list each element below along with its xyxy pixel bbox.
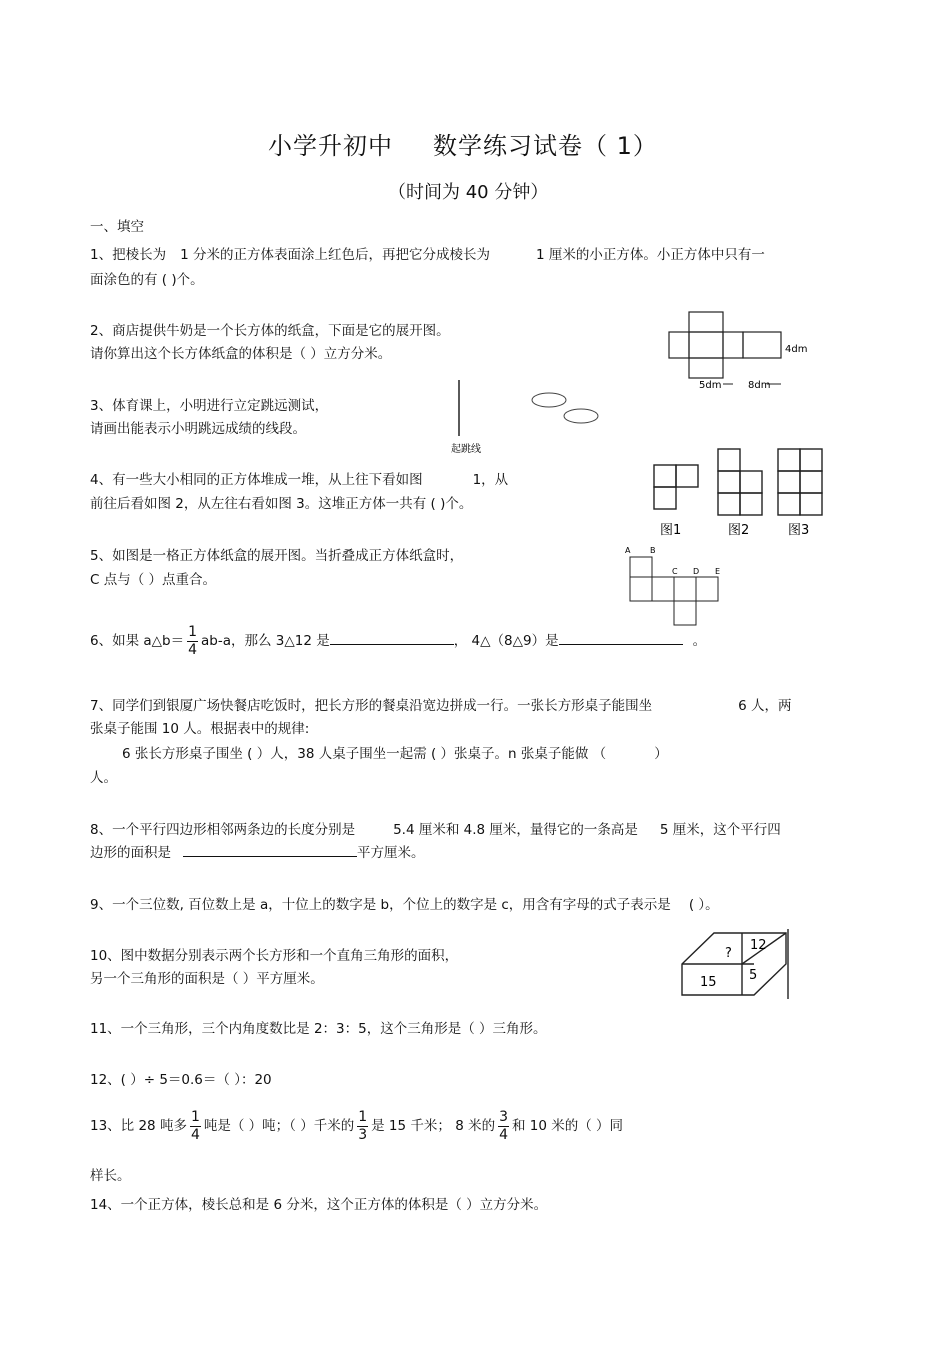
q13-f3-den: 4 — [499, 1126, 508, 1143]
net-point-c: C — [672, 567, 678, 576]
q7-line2: 张桌子能围 10 人。根据表中的规律: — [90, 721, 310, 737]
q6-text-c: ， 4△（8△9）是 — [453, 633, 559, 649]
q6-frac-num: 1 — [188, 623, 198, 640]
area-value-small: 5 — [749, 968, 758, 983]
q6-text-a: 6、如果 a△b＝ — [90, 633, 185, 649]
q13-f3-num: 3 — [499, 1108, 508, 1125]
area-value-top: 12 — [750, 938, 767, 953]
q1-line2: 面涂色的有 ( )个。 — [90, 272, 204, 288]
q1-text-c: 1 厘米的小正方体。小正方体中只有一 — [535, 247, 765, 263]
q2-line2: 请你算出这个长方体纸盒的体积是（ ）立方分米。 — [90, 346, 392, 362]
q6-blank-1[interactable] — [330, 632, 454, 645]
q13-text-b: 吨是（ ）吨；（ ）千米的 — [203, 1118, 355, 1134]
q11-line: 11、一个三角形，三个内角度数比是 2：3：5，这个三角形是（ ）三角形。 — [90, 1021, 547, 1037]
q13-f1-den: 4 — [190, 1126, 200, 1143]
q12-line: 12、( ）÷ 5＝0.6＝（ ）：20 — [90, 1072, 272, 1088]
net-point-e: E — [715, 567, 721, 576]
q7-line4: 人。 — [90, 770, 117, 786]
net-point-a: A — [625, 546, 631, 555]
net-point-b: B — [650, 546, 656, 555]
q4-line2: 前往后看如图 2，从左往右看如图 3。这堆正方体一共有 ( )个。 — [90, 496, 473, 512]
q3-line2: 请画出能表示小明跳远成绩的线段。 — [90, 421, 306, 437]
q1-text-b: 1 分米的正方体表面涂上红色后，再把它分成棱长为 — [180, 247, 490, 263]
q7-text-c: 6 张长方形桌子围坐 ( ）人，38 人桌子围坐一起需 ( ）张桌子。n 张桌子能做 （ — [122, 746, 607, 762]
q9-text-a: 9、一个三位数, 百位数上是 a，十位上的数字是 b，个位上的数字是 c，用含有字母的式子表示是 — [90, 897, 671, 913]
q13-line1 — [90, 1106, 623, 1146]
q10-line2: 另一个三角形的面积是（ ）平方厘米。 — [90, 971, 324, 987]
long-jump-figure — [445, 378, 605, 456]
q7-line3 — [122, 744, 668, 764]
cube-net-figure — [622, 543, 732, 629]
page-title — [268, 126, 658, 161]
section-heading: 一、填空 — [90, 219, 144, 235]
q4-line1 — [90, 470, 508, 490]
q1-line1 — [90, 245, 765, 265]
net-point-d: D — [693, 567, 700, 576]
q13-fraction-1 — [190, 1109, 201, 1144]
title-part1: 小学升初中 — [268, 132, 393, 160]
view-label-3: 图3 — [788, 523, 810, 538]
q13-fraction-3 — [498, 1109, 509, 1144]
q3-line1: 3、体育课上，小明进行立定跳远测试， — [90, 398, 329, 414]
q5-line1: 5、如图是一格正方体纸盒的展开图。当折叠成正方体纸盒时， — [90, 548, 464, 564]
q14-line: 14、一个正方体，棱长总和是 6 分米，这个正方体的体积是（ ）立方分米。 — [90, 1197, 548, 1213]
title-part2: 数学练习试卷（ 1） — [433, 132, 658, 160]
q8-text-d: 边形的面积是 — [90, 845, 171, 861]
area-value-bottom: 15 — [700, 975, 717, 990]
q9-line — [90, 895, 719, 915]
net-label-width2: 8dm — [748, 380, 771, 391]
q6-frac-den: 4 — [188, 641, 198, 658]
q7-text-b: 6 人，两 — [738, 698, 792, 714]
q10-line1: 10、图中数据分别表示两个长方形和一个直角三角形的面积， — [90, 948, 459, 964]
q8-text-e: 平方厘米。 — [357, 845, 425, 861]
q8-line2 — [90, 843, 425, 863]
q6-blank-2[interactable] — [559, 632, 683, 645]
q1-text-a: 1、把棱长为 — [90, 247, 167, 263]
q7-text-d: ） — [654, 746, 668, 762]
subtitle: （时间为 40 分钟） — [388, 182, 549, 203]
q13-line2: 样长。 — [90, 1168, 131, 1184]
q6-line — [90, 621, 706, 661]
q13-f2-den: 3 — [358, 1126, 368, 1143]
q13-text-a: 13、比 28 吨多 — [90, 1118, 187, 1134]
q6-text-d: 。 — [692, 633, 707, 649]
q7-text-a: 7、同学们到银厦广场快餐店吃饭时，把长方形的餐桌沿宽边拼成一行。一张长方形桌子能围坐 — [90, 698, 653, 714]
q8-blank[interactable] — [183, 844, 357, 857]
takeoff-label: 起跳线 — [451, 444, 481, 455]
area-unknown: ? — [725, 946, 732, 961]
net-label-height: 4dm — [785, 344, 808, 355]
cube-views-figure — [648, 445, 838, 541]
q8-line1 — [90, 820, 781, 840]
q8-text-a: 8、一个平行四边形相邻两条边的长度分别是 — [90, 822, 356, 838]
q9-text-b: ( ）。 — [688, 897, 719, 913]
q8-text-c: 5 厘米，这个平行四 — [659, 822, 781, 838]
q2-line1: 2、商店提供牛奶是一个长方体的纸盒，下面是它的展开图。 — [90, 323, 450, 339]
q13-text-c: 是 15 千米； 8 米的 — [371, 1118, 496, 1134]
view-label-1: 图1 — [660, 523, 682, 538]
q5-line2: C 点与（ ）点重合。 — [90, 572, 217, 588]
box-net-figure — [665, 308, 825, 398]
q13-fraction-2 — [357, 1109, 368, 1144]
q6-text-b: ab-a，那么 3△12 是 — [201, 633, 330, 649]
view-label-2: 图2 — [728, 523, 750, 538]
q6-fraction — [187, 624, 198, 659]
q13-f1-num: 1 — [190, 1108, 200, 1125]
net-label-width1: 5dm — [699, 380, 722, 391]
q4-text-a: 4、有一些大小相同的正方体堆成一堆，从上往下看如图 — [90, 472, 423, 488]
area-figure — [676, 925, 796, 1001]
q8-text-b: 5.4 厘米和 4.8 厘米，量得它的一条高是 — [393, 822, 638, 838]
q13-text-d: 和 10 米的（ ）同 — [512, 1118, 624, 1134]
q13-f2-num: 1 — [358, 1108, 368, 1125]
q4-text-b: 1，从 — [472, 472, 509, 488]
footprint-icon — [532, 393, 598, 423]
q7-line1 — [90, 696, 791, 716]
